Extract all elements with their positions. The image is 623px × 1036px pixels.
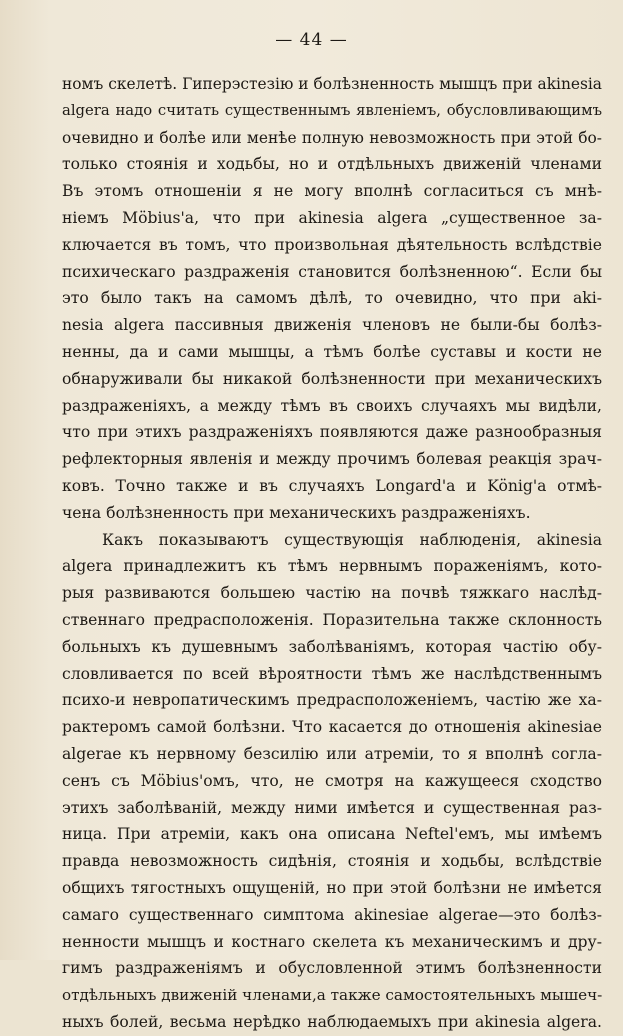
text-line: это было такъ на самомъ дѣлѣ, то очевидно, что при aki- bbox=[62, 289, 602, 308]
text-line: рефлекторныя явленія и между прочимъ болевая реакція зрач- bbox=[62, 450, 602, 469]
text-line: ненны, да и сами мышцы, а тѣмъ болѣе суставы и кости не bbox=[62, 342, 602, 361]
page-number: — 44 — bbox=[275, 30, 348, 50]
text-line: ственнаго предрасположенія. Поразительна также склонность bbox=[62, 610, 602, 629]
text-line: гимъ раздраженіямъ и обусловленной этимъ болѣзненности bbox=[62, 959, 602, 978]
text-line: этихъ заболѣваній, между ними имѣется и существенная раз- bbox=[62, 798, 602, 817]
text-line: психо-и невропатическимъ предрасположеніемъ, частію же ха- bbox=[62, 691, 602, 710]
text-line: самаго существеннаго симптома akinesiae algerae—это болѣз- bbox=[62, 905, 602, 924]
text-line: Какъ показываютъ существующія наблюденія, akinesia bbox=[102, 530, 602, 549]
text-line: словливается по всей вѣроятности тѣмъ же наслѣдственнымъ bbox=[62, 664, 602, 683]
text-line: психическаго раздраженія становится болѣзненною“. Если бы bbox=[62, 262, 602, 281]
text-line: nesia algera пассивныя движенія членовъ не были-бы болѣз- bbox=[62, 316, 602, 335]
text-line: ныхъ болей, весьма нерѣдко наблюдаемыхъ при akinesia algera. bbox=[62, 1012, 602, 1031]
text-line: ключается въ томъ, что произвольная дѣятельность вслѣдствіе bbox=[62, 235, 602, 254]
text-line: Въ этомъ отношеніи я не могу вполнѣ согласиться съ мнѣ- bbox=[62, 182, 602, 201]
text-line: рактеромъ самой болѣзни. Что касается до отношенія akinesiae bbox=[62, 718, 602, 737]
text-line: обнаруживали бы никакой болѣзненности при механическихъ bbox=[62, 369, 602, 388]
text-line: номъ скелетѣ. Гиперэстезію и болѣзненность мышцъ при akinesia bbox=[62, 75, 602, 93]
text-line: рыя развиваются большею частію на почвѣ тяжкаго наслѣд- bbox=[62, 584, 602, 603]
text-line: очевидно и болѣе или менѣе полную невозможность при этой бо- bbox=[62, 128, 602, 147]
text-line: ковъ. Точно также и въ случаяхъ Longard'а и König'а отмѣ- bbox=[62, 476, 602, 495]
text-line: общихъ тягостныхъ ощущеній, но при этой болѣзни не имѣется bbox=[62, 878, 602, 897]
text-line: algera принадлежитъ къ тѣмъ нервнымъ пораженіямъ, кото- bbox=[62, 557, 602, 576]
text-line: чена болѣзненность при механическихъ раздраженіяхъ. bbox=[62, 503, 531, 522]
text-line: algera надо считать существеннымъ явленіемъ, обусловливающимъ bbox=[62, 101, 602, 119]
text-line: что при этихъ раздраженіяхъ появляются даже разнообразныя bbox=[62, 423, 602, 442]
text-line: только стоянія и ходьбы, но и отдѣльныхъ движеній членами bbox=[62, 155, 602, 174]
text-line: ненности мышцъ и костнаго скелета къ механическимъ и дру- bbox=[62, 932, 602, 951]
text-line: больныхъ къ душевнымъ заболѣваніямъ, которая частію обу- bbox=[62, 637, 602, 656]
text-line: сенъ съ Möbius'омъ, что, не смотря на кажущееся сходство bbox=[62, 771, 602, 790]
body-text bbox=[62, 71, 602, 1036]
text-line: правда невозможность сидѣнія, стоянія и ходьбы, вслѣдствіе bbox=[62, 852, 602, 871]
text-line: отдѣльныхъ движеній членами,а также самостоятельныхъ мышеч- bbox=[62, 986, 603, 1005]
text-line: algerae къ нервному безсилію или атреміи, то я вполнѣ согла- bbox=[62, 744, 602, 763]
text-line: раздраженіяхъ, а между тѣмъ въ своихъ случаяхъ мы видѣли, bbox=[62, 396, 602, 415]
text-line: ница. При атреміи, какъ она описана Neftel'емъ, мы имѣемъ bbox=[62, 825, 602, 844]
text-line: ніемъ Möbius'а, что при akinesia algera „существенное за- bbox=[62, 208, 602, 227]
